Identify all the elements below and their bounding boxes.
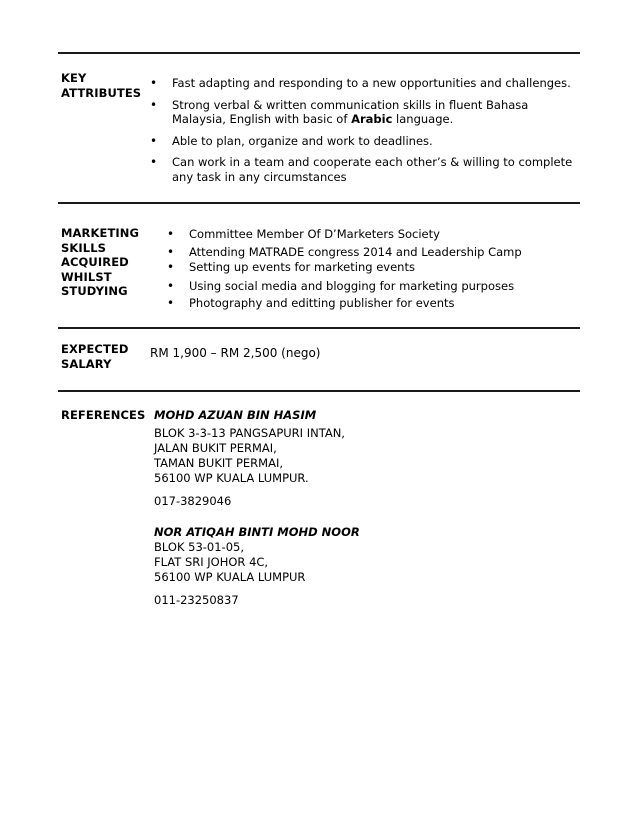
list-item: • Able to plan, organize and work to deadlines. [172, 134, 582, 149]
reference-address-line: 56100 WP KUALA LUMPUR. [154, 471, 309, 485]
salary-label [61, 342, 129, 371]
reference-address-line: FLAT SRI JOHOR 4C, [154, 555, 269, 569]
marketing-label-line: STUDYING [61, 284, 128, 298]
reference-address-line: BLOK 53-01-05, [154, 540, 244, 554]
divider-top [58, 52, 580, 54]
reference-1 [154, 408, 345, 509]
list-item: • Setting up events for marketing events [189, 260, 584, 275]
marketing-label-line: WHILST [61, 269, 112, 284]
reference-address-line: 56100 WP KUALA LUMPUR [154, 570, 306, 584]
key-attributes-label-line2: ATTRIBUTES [61, 85, 142, 100]
reference-phone: 017-3829046 [154, 494, 232, 508]
list-item: • Photography and editting publisher for events [189, 296, 584, 311]
bold-word: Arabic [351, 112, 393, 126]
reference-phone: 011-23250837 [154, 593, 239, 607]
marketing-label-line: SKILLS [61, 240, 107, 255]
marketing-label-line: MARKETING [61, 226, 140, 240]
list-item: • Can work in a team and cooperate each other’s & willing to complete any task in any circumstances [172, 155, 582, 184]
list-item: • Using social media and blogging for marketing purposes [189, 279, 584, 294]
reference-address-line: BLOK 3-3-13 PANGSAPURI INTAN, [154, 426, 345, 440]
list-item-text: Strong verbal & written communication skills in fluent Bahasa Malaysia, English with basic of [172, 97, 529, 126]
salary-label-line1: EXPECTED [61, 342, 129, 356]
marketing-list [189, 227, 584, 312]
marketing-label-line: ACQUIRED [61, 255, 129, 269]
list-item: • Committee Member Of D’Marketers Society [189, 227, 584, 242]
reference-2 [154, 525, 360, 608]
divider-attributes [58, 202, 580, 204]
list-item: • Fast adapting and responding to a new opportunities and challenges. [172, 76, 582, 91]
reference-address-line: TAMAN BUKIT PERMAI, [154, 456, 283, 470]
references-label: REFERENCES [61, 408, 146, 422]
salary-value: RM 1,900 – RM 2,500 (nego) [150, 346, 321, 360]
key-attributes-list [172, 76, 582, 191]
key-attributes-label [61, 71, 141, 100]
list-item [172, 98, 582, 127]
salary-label-line2: SALARY [61, 356, 112, 371]
reference-address-line: JALAN BUKIT PERMAI, [154, 441, 277, 455]
reference-name: NOR ATIQAH BINTI MOHD NOOR [154, 525, 360, 539]
list-item-tail: language. [392, 112, 454, 126]
reference-name: MOHD AZUAN BIN HASIM [154, 408, 317, 422]
list-item: • Attending MATRADE congress 2014 and Leadership Camp [189, 245, 584, 260]
divider-salary [58, 390, 580, 392]
key-attributes-label-line1: KEY [61, 71, 87, 85]
marketing-label [61, 226, 139, 299]
divider-marketing [58, 327, 580, 329]
